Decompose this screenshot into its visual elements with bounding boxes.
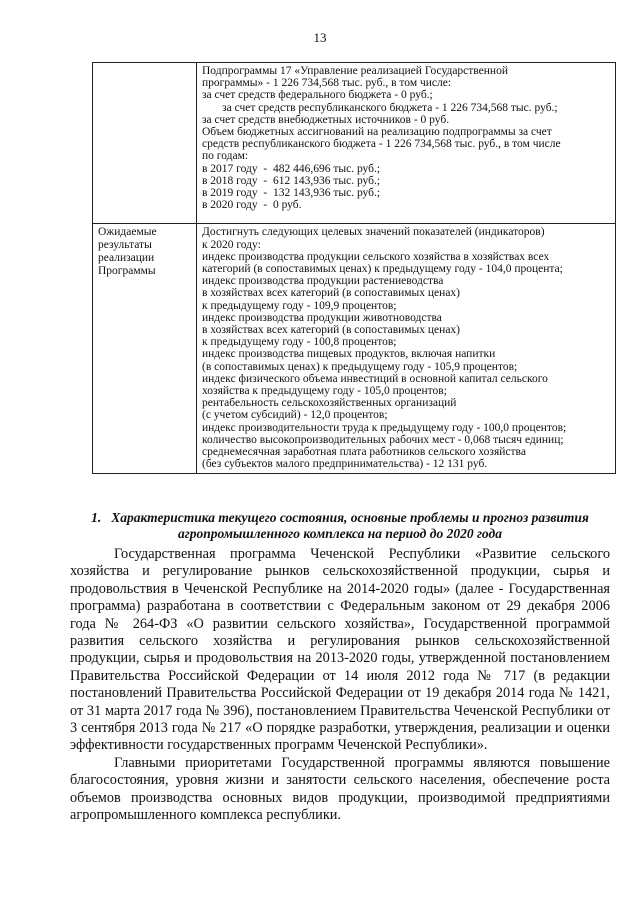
row-label-cell — [93, 63, 197, 224]
text-line: среднемесячная заработная плата работников сельского хозяйства — [202, 446, 526, 459]
text-line: (без субъектов малого предпринимательства) - 12 131 руб. — [202, 458, 488, 471]
body-text — [70, 546, 610, 825]
text-line: рентабельность сельскохозяйственных организаций — [202, 397, 457, 410]
text-line: индекс производства продукции растениеводства — [202, 275, 444, 288]
text-line: индекс производства продукции животноводства — [202, 311, 442, 324]
table-row — [93, 63, 616, 224]
text-line: индекс производства продукции сельского хозяйства в хозяйствах всех — [202, 250, 550, 263]
text-line: по годам: — [202, 150, 249, 163]
text-line: хозяйства к предыдущему году - 105,0 процентов; — [202, 385, 447, 398]
text-line: за счет средств внебюджетных источников - 0 руб. — [202, 113, 450, 126]
label-line: результаты — [98, 239, 152, 252]
text-line: индекс физического объема инвестиций в основной капитал сельского — [202, 372, 548, 385]
program-passport-table — [92, 62, 616, 474]
paragraph: Главными приоритетами Государственной программы являются повышение благосостояния, уровня жизни и занятости сельского населения, обеспечение роста объемов производства основных видов продукции, производимой предприятиями агропромышленного комплекса республики. — [70, 754, 610, 824]
text-line: индекс производства пищевых продуктов, включая напитки — [202, 348, 496, 361]
text-line: (с учетом субсидий) - 12,0 процентов; — [202, 409, 388, 422]
label-line: Программы — [98, 265, 156, 278]
text-line: в 2019 году - 132 143,936 тыс. руб.; — [202, 187, 381, 200]
table-row — [93, 224, 616, 473]
expected-results-cell — [197, 224, 616, 473]
row-label-cell — [93, 224, 197, 473]
text-line: категорий (в сопоставимых ценах) к предыдущему году - 104,0 процента; — [202, 263, 563, 276]
page-number: 13 — [313, 30, 327, 45]
text-line: за счет средств республиканского бюджета - 1 226 734,568 тыс. руб.; — [202, 101, 558, 114]
text-line: к предыдущему году - 109,9 процентов; — [202, 299, 397, 312]
label-line: Ожидаемые — [98, 226, 157, 239]
section-title: Характеристика текущего состояния, основные проблемы и прогноз развития агропромышленного комплекса на период до 2020 года — [111, 510, 589, 541]
text-line: программы» - 1 226 734,568 тыс. руб., в том числе: — [202, 77, 452, 90]
subprogram-funding-cell — [197, 63, 616, 224]
text-line: за счет средств федерального бюджета - 0 руб.; — [202, 89, 433, 102]
text-line: в 2017 году - 482 446,696 тыс. руб.; — [202, 162, 381, 175]
text-line: количество высокопроизводительных рабочих мест - 0,068 тысяч единиц; — [202, 433, 564, 446]
label-line: реализации — [98, 252, 155, 265]
text-line: в 2020 году - 0 руб. — [202, 199, 302, 212]
text-line: к предыдущему году - 100,8 процентов; — [202, 336, 397, 349]
text-line: Объем бюджетных ассигнований на реализацию подпрограммы за счет — [202, 126, 552, 139]
text-line: (в сопоставимых ценах) к предыдущему году - 105,9 процентов; — [202, 360, 518, 373]
text-line: в хозяйствах всех категорий (в сопоставимых ценах) — [202, 324, 461, 337]
text-line: в 2018 году - 612 143,936 тыс. руб.; — [202, 174, 381, 187]
text-line: средств республиканского бюджета - 1 226 734,568 тыс. руб., в том числе — [202, 138, 561, 151]
text-line: индекс производительности труда к предыдущему году - 100,0 процентов; — [202, 421, 567, 434]
text-line: Достигнуть следующих целевых значений показателей (индикаторов) — [202, 226, 545, 239]
text-line: в хозяйствах всех категорий (в сопоставимых ценах) — [202, 287, 461, 300]
section-number: 1. — [91, 510, 102, 525]
paragraph: Государственная программа Чеченской Республики «Развитие сельского хозяйства и регулирование рынков сельскохозяйственной продукции, сырья и продовольствия в Чеченской Республике на 2014-2020 годы» (далее - Государственная программа) разработана в соответствии с Федеральным законом от 29 декабря 2006 года № 264-ФЗ «О развитии сельского хозяйства», Государственной программой развития сельского хозяйства и регулирования рынков сельскохозяйственной продукции, сырья и продовольствия на 2013-2020 годы, утвержденной постановлением Правительства Российской Федерации от 14 июля 2012 года № 717 (в редакции постановлений Правительства Российской Федерации от 19 декабря 2014 года № 1421, от 31 марта 2017 года № 396), постановлением Правительства Чеченской Республики от 3 сентября 2013 года № 217 «О порядке разработки, утверждения, реализации и оценки эффективности государственных программ Чеченской Республики». — [70, 546, 610, 754]
text-line: Подпрограммы 17 «Управление реализацией Государственной — [202, 65, 508, 77]
section-heading — [70, 510, 610, 542]
text-line: к 2020 году: — [202, 238, 261, 251]
